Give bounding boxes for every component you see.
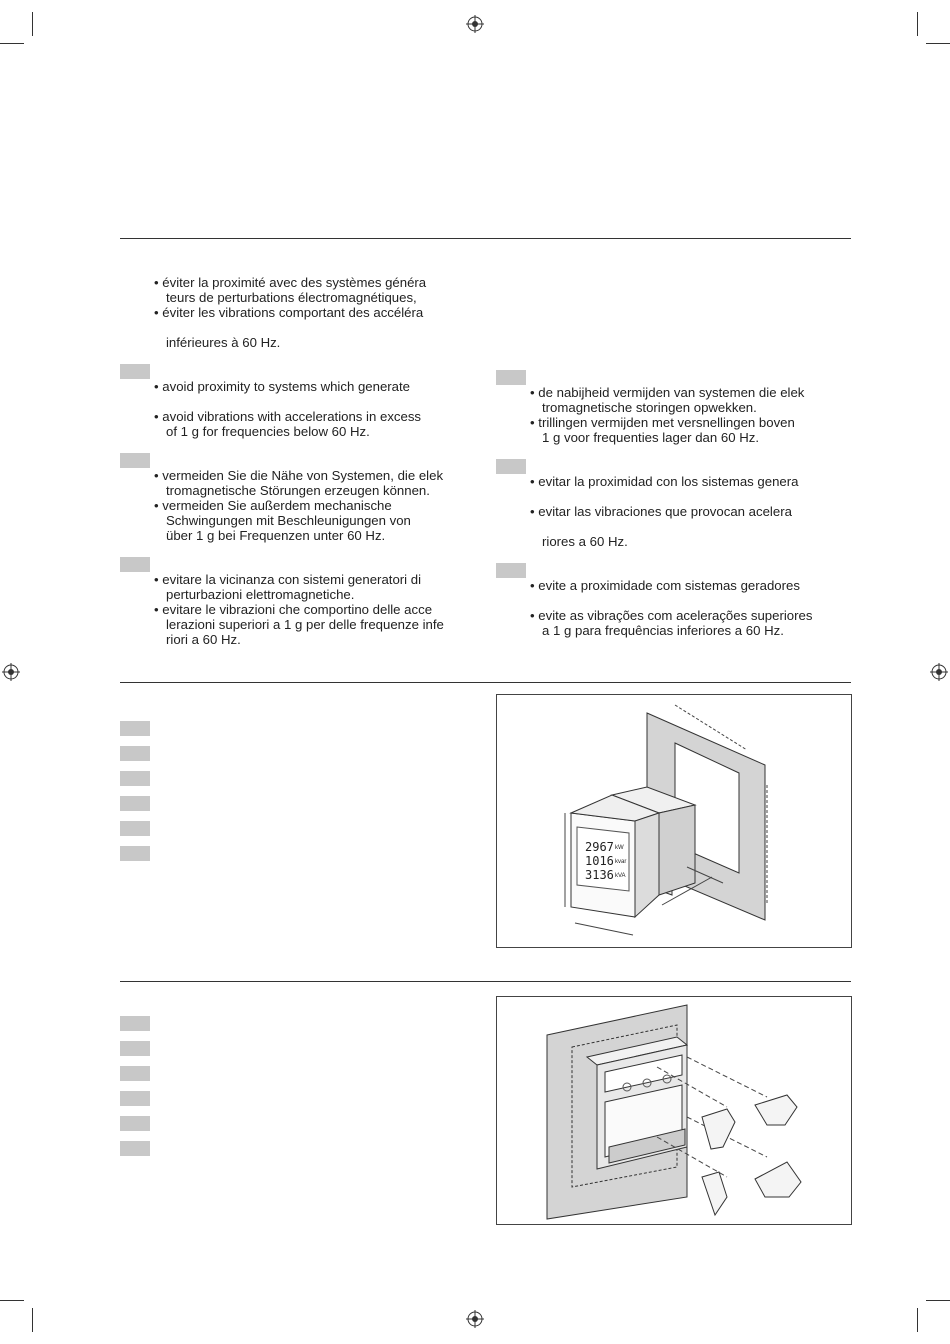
language-tag: [120, 1091, 150, 1106]
spanish-text: • evitar la proximidad con los sistemas genera: [530, 474, 799, 489]
crop-mark: [926, 1300, 950, 1301]
crop-mark: [32, 1308, 33, 1332]
language-tag: [496, 563, 526, 578]
crop-mark: [926, 43, 950, 44]
figure-fixing-clips: [496, 996, 852, 1225]
language-tag: [120, 771, 150, 786]
german-text: über 1 g bei Frequenzen unter 60 Hz.: [166, 528, 386, 543]
crop-mark: [32, 12, 33, 36]
language-tag: [120, 364, 150, 379]
section-rule: [120, 682, 851, 683]
language-tag: [120, 821, 150, 836]
french-text: • éviter les vibrations comportant des accéléra: [154, 305, 424, 320]
language-tag: [120, 1066, 150, 1081]
registration-mark-icon: [930, 663, 948, 681]
crop-mark: [0, 43, 24, 44]
display-value: 2967: [585, 840, 614, 854]
german-text: tromagnetische Störungen erzeugen können.: [166, 483, 430, 498]
crop-mark: [917, 12, 918, 36]
language-tag: [120, 746, 150, 761]
dutch-text: tromagnetische storingen opwekken.: [542, 400, 757, 415]
language-tag: [120, 796, 150, 811]
language-tag: [120, 557, 150, 572]
portuguese-text: • evite as vibrações com acelerações superiores: [530, 608, 813, 623]
display-unit: kVA: [615, 873, 626, 879]
language-tag: [120, 1141, 150, 1156]
figure-panel-cutout: [496, 694, 852, 948]
portuguese-text: a 1 g para frequências inferiores a 60 Hz.: [542, 623, 784, 638]
language-tag: [120, 453, 150, 468]
portuguese-text: • evite a proximidade com sistemas geradores: [530, 578, 800, 593]
english-text: • avoid vibrations with accelerations in excess: [154, 409, 422, 424]
french-text: inférieures à 60 Hz.: [166, 335, 281, 350]
dutch-text: 1 g voor frequenties lager dan 60 Hz.: [542, 430, 759, 445]
german-text: • vermeiden Sie die Nähe von Systemen, die elek: [154, 468, 444, 483]
crop-mark: [917, 1308, 918, 1332]
display-unit: kvar: [615, 859, 627, 865]
registration-mark-icon: [2, 663, 20, 681]
registration-mark-icon: [466, 15, 484, 33]
crop-mark: [0, 1300, 24, 1301]
italian-text: • evitare le vibrazioni che comportino delle acce: [154, 602, 433, 617]
german-text: Schwingungen mit Beschleunigungen von: [166, 513, 411, 528]
english-text: of 1 g for frequencies below 60 Hz.: [166, 424, 370, 439]
language-tag: [496, 459, 526, 474]
language-tag: [120, 721, 150, 736]
spanish-text: riores a 60 Hz.: [542, 534, 628, 549]
language-tag: [120, 1016, 150, 1031]
display-value: 3136: [585, 868, 614, 882]
english-text: • avoid proximity to systems which generate: [154, 379, 411, 394]
dutch-text: • trillingen vermijden met versnellingen boven: [530, 415, 795, 430]
registration-mark-icon: [466, 1310, 484, 1328]
language-tag: [120, 1116, 150, 1131]
italian-text: riori a 60 Hz.: [166, 632, 241, 647]
italian-text: • evitare la vicinanza con sistemi generatori di: [154, 572, 422, 587]
section-rule: [120, 238, 851, 239]
language-tag: [496, 370, 526, 385]
spanish-text: • evitar las vibraciones que provocan acelera: [530, 504, 792, 519]
language-tag: [120, 846, 150, 861]
german-text: • vermeiden Sie außerdem mechanische: [154, 498, 392, 513]
italian-text: lerazioni superiori a 1 g per delle frequenze infe: [166, 617, 444, 632]
french-text: teurs de perturbations électromagnétiques,: [166, 290, 417, 305]
display-value: 1016: [585, 854, 614, 868]
display-unit: kW: [615, 845, 624, 851]
dutch-text: • de nabijheid vermijden van systemen die elek: [530, 385, 805, 400]
section-rule: [120, 981, 851, 982]
clips-illustration: [497, 997, 851, 1224]
italian-text: perturbazioni elettromagnetiche.: [166, 587, 355, 602]
french-text: • éviter la proximité avec des systèmes généra: [154, 275, 427, 290]
meter-panel-illustration: [497, 695, 851, 947]
language-tag: [120, 1041, 150, 1056]
